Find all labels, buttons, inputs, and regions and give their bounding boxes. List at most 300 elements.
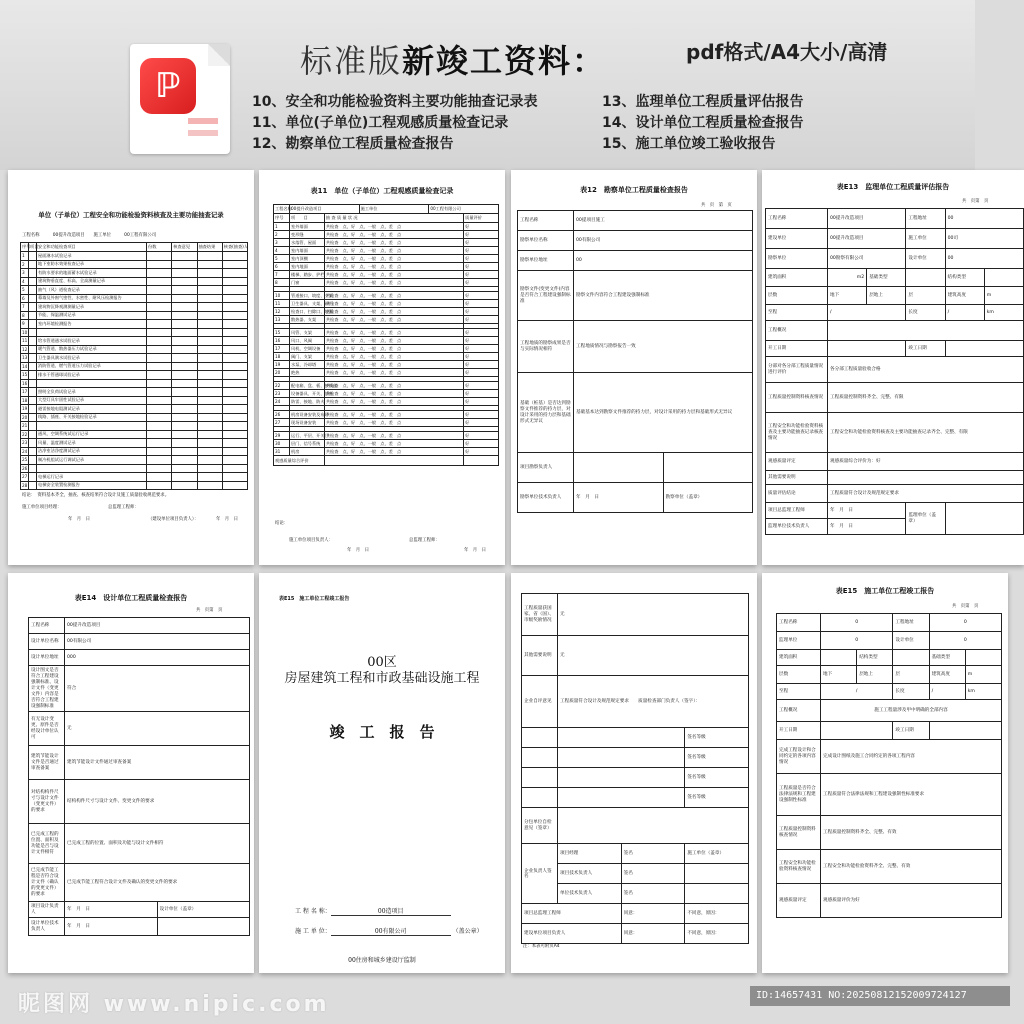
table-cell: 3: [21, 269, 29, 278]
table-cell: 项目技术负责人: [558, 864, 622, 884]
table-cell: 好: [464, 223, 499, 231]
table-row: [518, 373, 753, 453]
table-cell: [29, 286, 37, 295]
table-cell: 好: [464, 263, 499, 271]
table-cell: [522, 788, 558, 808]
table-cell: /: [828, 305, 906, 321]
table-cell: 建筑节能设计文件通过审查备案: [65, 746, 250, 780]
table-row: [522, 748, 749, 768]
table-cell: 序号: [21, 243, 29, 252]
table-cell: 好: [464, 316, 499, 324]
table-cell: 共检查 点，好 点，一般 点，差 点: [324, 361, 463, 369]
table-cell: 31: [274, 448, 290, 456]
table-cell: 工程安全和功能检验资料核查情况: [777, 850, 821, 884]
table-row: [29, 666, 250, 712]
table-cell: 至程: [766, 305, 828, 321]
table-cell: [29, 269, 37, 278]
table-cell: 有无设计变更、原件是否经设计单位认可: [29, 712, 65, 746]
table-row: [777, 884, 1002, 918]
table-cell: 共检查 点，好 点，一般 点，差 点: [324, 263, 463, 271]
table-row: [274, 432, 499, 440]
table-row: [766, 471, 1024, 485]
table-row: [274, 247, 499, 255]
table-cell: 观感质量评定: [766, 453, 828, 471]
table-cell: 项目勘察负责人: [518, 453, 574, 483]
date-label: 年 月 日: [464, 548, 486, 553]
table-cell: 室内墙面: [290, 247, 325, 255]
table-cell: [222, 269, 247, 278]
table-row: [21, 320, 248, 329]
table-row: [274, 231, 499, 239]
table-cell: [172, 286, 197, 295]
table-cell: [29, 439, 37, 448]
table-cell: [172, 481, 197, 490]
table-cell: 其他需要说明: [522, 636, 558, 676]
table-cell: 已完成工程的位置、面积及功能与设计文件相符: [65, 824, 250, 864]
table-cell: 共检查 点，好 点，一般 点，差 点: [324, 316, 463, 324]
item-list-entry: 14、设计单位工程质量检查报告: [602, 115, 804, 131]
table-row: [766, 229, 1024, 249]
table-cell: [29, 311, 37, 320]
sign-label: 总监理工程师：: [108, 505, 139, 510]
item-list-entry: 12、勘察单位工程质量检查报告: [252, 136, 454, 152]
table-cell: 共检查 点，好 点，一般 点，差 点: [324, 448, 463, 456]
table-cell: 抽 查 质 量 状 况: [324, 214, 463, 223]
table-cell: [172, 345, 197, 354]
table-cell: [324, 456, 463, 466]
table-cell: [222, 456, 247, 465]
table-cell: 风管、支架: [290, 329, 325, 337]
table-row: [777, 632, 1002, 650]
table-cell: 设备器具、开关、插座: [291, 390, 333, 396]
table-cell: 开工日期: [777, 722, 821, 740]
table-cell: /: [929, 684, 965, 700]
table-cell: 2: [274, 231, 290, 239]
table-cell: 洁净室洁净度测试记录: [37, 447, 147, 456]
table-cell: 项目经理: [558, 844, 622, 864]
table-cell: 工程地质的勘察成果是否与实际情况相符: [518, 321, 574, 373]
table-cell: [37, 379, 147, 388]
table-cell: 6: [21, 294, 29, 303]
table-cell: 室内顶棚: [290, 255, 325, 263]
table-cell: 工程质量是否符合法律法规和工程建设强制性标准: [777, 774, 821, 816]
table-row: [522, 808, 749, 844]
table-cell: 好: [464, 308, 499, 316]
table-cell: 层数: [766, 287, 828, 305]
table-cell: 1: [21, 252, 29, 261]
table-row: [522, 636, 749, 676]
table-cell: [197, 362, 222, 371]
table-cell: 签名: [621, 864, 685, 884]
table-cell: 水泵、冷却塔: [290, 361, 325, 369]
table-cell: 21: [22, 423, 28, 429]
table-cell: [147, 388, 172, 397]
table-cell: 签名等级: [685, 788, 749, 808]
table-cell: 好: [464, 411, 499, 419]
table-cell: [558, 728, 685, 748]
table-row: [274, 300, 499, 308]
table-cell: 观感质量评定: [777, 884, 821, 918]
table-cell: 工程名称: [777, 614, 821, 632]
table-cell: 好: [464, 432, 499, 440]
table-row: [766, 383, 1024, 413]
table-cell: [172, 439, 197, 448]
table-row: [518, 453, 753, 483]
table-cell: [222, 277, 247, 286]
table-row: [21, 439, 248, 448]
page-title: 标准版新竣工资料：: [300, 42, 607, 80]
table-cell: [984, 269, 1023, 287]
table-cell: 工程质量控制资料核查情况: [777, 816, 821, 850]
table-cell: [945, 503, 1023, 535]
table-cell: 勘察单位: [766, 249, 828, 269]
table-row: [766, 357, 1024, 383]
table-cell: /: [821, 684, 893, 700]
table-cell: [172, 328, 197, 337]
table-cell: 卫生器具、支架、阀门: [291, 300, 333, 306]
table-row: [777, 666, 1002, 684]
table-cell: [172, 303, 197, 312]
sign-label: 总监理工程师：: [409, 538, 440, 543]
table-cell: 共检查 点，好 点，一般 点，差 点: [324, 369, 463, 377]
table-cell: 工程概况: [777, 700, 821, 722]
table-row: [21, 243, 248, 252]
table-cell: [828, 341, 906, 357]
table-cell: 结构类型: [945, 269, 984, 287]
table-row: [274, 440, 499, 448]
table-cell: [222, 413, 247, 422]
table-cell: 基础基本达到勘察文件推荐的持力层，对设计采用的持力层和基础形式无异议: [574, 373, 753, 453]
table-row: [274, 353, 499, 361]
table-cell: [893, 650, 929, 666]
table-cell: 已完成节能工程是否符合设计文件（确认的变更文件）的要求: [29, 864, 65, 902]
table-cell: [172, 320, 197, 329]
watermark-logo: 昵图网 www.nipic.com: [18, 992, 330, 1017]
table-cell: [147, 320, 172, 329]
table-cell: 00提项目施工: [574, 211, 753, 231]
table-cell: 00: [945, 209, 1023, 229]
table-cell: 观感质量综合评价: [274, 456, 325, 466]
table-cell: [197, 354, 222, 363]
table-cell: [29, 481, 37, 490]
table-row: [21, 362, 248, 371]
table-cell: 共检查 点，好 点，一般 点，差 点: [324, 382, 463, 390]
table-cell: 12: [22, 346, 28, 352]
table-cell: 共检查 点，好 点，一般 点，差 点: [324, 337, 463, 345]
table-cell: [197, 422, 222, 431]
table-cell: 好: [464, 300, 499, 308]
table-cell: [147, 464, 172, 473]
table-row: [777, 700, 1002, 722]
table-row: [21, 277, 248, 286]
table-row: [766, 485, 1024, 503]
table-cell: 年 月 日: [574, 483, 664, 513]
table-cell: 共检查 点，好 点，一般 点，差 点: [324, 271, 463, 279]
table-cell: [147, 371, 172, 380]
table-row: [766, 413, 1024, 453]
sign-label: （建设单位项目负责人）：: [148, 517, 199, 522]
table-cell: 签名等级: [685, 728, 749, 748]
table-row: [21, 413, 248, 422]
table-cell: 机房设备安装及布局: [291, 411, 329, 417]
table-cell: 1: [274, 223, 290, 231]
table-cell: 2: [21, 260, 29, 269]
table-row: [274, 382, 499, 390]
doc-title: 表E13 监理单位工程质量评估报告: [836, 183, 950, 191]
doc-table: [776, 613, 1002, 918]
table-row: [274, 279, 499, 287]
table-row: [274, 271, 499, 279]
table-cell: m: [984, 287, 1023, 305]
table-cell: 共检查 点，好 点，一般 点，差 点: [324, 432, 463, 440]
table-row: [274, 411, 499, 419]
table-row: [274, 390, 499, 398]
page-counter: 共 页第 页: [196, 608, 223, 613]
table-cell: 设计单位地址: [29, 650, 65, 666]
table-cell: 共检查 点，好 点，一般 点，差 点: [324, 231, 463, 239]
table-cell: [197, 371, 222, 380]
table-cell: 22: [274, 382, 290, 390]
page-counter: 共 页第 页: [962, 199, 989, 204]
table-cell: 设计图文是否符合工程建设强制标准、设计文件（变更文件）内容是否符合工程建设强制标准: [29, 666, 65, 712]
doc-survey-unit-report: [511, 170, 757, 565]
table-cell: [29, 345, 37, 354]
table-cell: 监理单位（盖章）: [906, 503, 945, 535]
table-cell: [147, 396, 172, 405]
table-cell: 0: [929, 632, 1001, 650]
table-cell: 共检查 点，好 点，一般 点，差 点: [324, 398, 463, 406]
table-cell: 避雷接地电阻测试记录: [37, 405, 147, 414]
table-cell: 设计单位（盖章）: [157, 902, 250, 918]
date-label: 年 月 日: [347, 548, 369, 553]
table-cell: 层: [906, 287, 945, 305]
table-cell: 不同意，原因：: [685, 904, 749, 924]
table-cell: 共检查 点，好 点，一般 点，差 点: [324, 353, 463, 361]
table-row: [29, 780, 250, 824]
table-cell: 室内环境检测报告: [37, 320, 147, 329]
table-cell: 5: [274, 255, 290, 263]
table-cell: 设计单位: [906, 249, 945, 269]
table-cell: [29, 277, 37, 286]
table-cell: 现场设备安装: [290, 419, 325, 427]
table-cell: [172, 294, 197, 303]
table-cell: 暖气管道、散热器压力试验记录: [37, 345, 147, 354]
table-row: [21, 354, 248, 363]
table-cell: 地下: [828, 287, 867, 305]
table-cell: 已完成工程的位置、面积及功能是否与设计文件相符: [29, 824, 65, 864]
table-row: [274, 239, 499, 247]
table-row: [29, 918, 250, 936]
table-cell: [147, 413, 172, 422]
table-cell: [222, 252, 247, 261]
table-cell: 24: [274, 398, 290, 406]
table-cell: [663, 453, 753, 483]
item-list-entry: 11、单位(子单位)工程观感质量检查记录: [252, 115, 509, 131]
table-cell: [197, 260, 222, 269]
table-cell: 好: [464, 247, 499, 255]
doc-note: 注：本表可附页A4: [523, 944, 560, 949]
table-cell: 长度: [906, 305, 945, 321]
table-cell: 设计单位: [893, 632, 929, 650]
table-cell: [558, 748, 685, 768]
table-cell: 好: [464, 398, 499, 406]
table-cell: [147, 311, 172, 320]
table-row: [274, 263, 499, 271]
table-cell: [197, 303, 222, 312]
table-cell: [29, 388, 37, 397]
table-cell: [29, 354, 37, 363]
table-cell: 无: [65, 712, 250, 746]
table-cell: 工程名称: [29, 618, 65, 634]
table-cell: [172, 379, 197, 388]
table-cell: [172, 354, 197, 363]
table-cell: [29, 447, 37, 456]
table-cell: 14: [22, 363, 28, 369]
table-cell: 工程名称: [518, 211, 574, 231]
table-row: [518, 251, 753, 271]
table-cell: [29, 473, 37, 482]
table-cell: [197, 269, 222, 278]
table-cell: 26: [274, 411, 290, 419]
table-cell: [29, 464, 37, 473]
table-cell: 建筑节能设计文件是否通过审查备案: [29, 746, 65, 780]
table-cell: 不同意，原因：: [685, 924, 749, 944]
table-cell: 观感质量评价为好: [821, 884, 1002, 918]
table-cell: 00提升改造项目: [65, 618, 250, 634]
doc-title: 表E15 施工单位工程竣工报告: [835, 587, 935, 595]
table-cell: 工程质量符合设计及规范规定要求 质量检查部门负责人（签字）：: [558, 676, 749, 728]
table-cell: 27: [22, 474, 28, 480]
table-cell: 设计单位名称: [29, 634, 65, 650]
table-cell: [172, 311, 197, 320]
table-cell: 年 月 日: [828, 503, 906, 519]
table-row: [21, 252, 248, 261]
table-cell: 00: [574, 251, 753, 271]
cover-footer: 00住房和城乡建设厅监制: [348, 957, 416, 964]
table-cell: 22: [22, 431, 28, 437]
table-row: [21, 303, 248, 312]
table-cell: [222, 311, 247, 320]
table-row: [766, 503, 1024, 519]
table-cell: 完成设计图纸及施工合同约定的各项工程内容: [821, 740, 1002, 774]
table-cell: 核查意见: [172, 243, 197, 252]
table-cell: 00司: [945, 229, 1023, 249]
table-cell: 抽气（风）道检查记录: [37, 286, 147, 295]
table-cell: 节能、保温测试记录: [37, 311, 147, 320]
table-row: [274, 398, 499, 406]
table-cell: [906, 269, 945, 287]
table-cell: 19: [274, 361, 290, 369]
table-row: [21, 430, 248, 439]
table-row: [21, 328, 248, 337]
table-cell: [172, 388, 197, 397]
table-cell: [147, 481, 172, 490]
table-cell: 观感质量综合评价为：好: [828, 453, 1024, 471]
table-cell: 共检查 点，好 点，一般 点，差 点: [324, 247, 463, 255]
doc-safety-function-check: [8, 170, 254, 565]
table-cell: 长度: [893, 684, 929, 700]
table-cell: 序号: [274, 214, 290, 223]
doc-conclusion: 结论： 资料基本齐全，抽查、核查结果符合设计及施工质量验收规范要求。: [22, 493, 170, 498]
table-row: [29, 634, 250, 650]
table-cell: 工程安全和功能检验资料核查及主要功能抽查记录核查情况: [766, 413, 828, 453]
doc-completion-opinions: [511, 573, 757, 973]
table-cell: 4: [274, 247, 290, 255]
table-cell: 同意：: [621, 924, 685, 944]
table-cell: [147, 379, 172, 388]
table-cell: 施工单位: [359, 205, 429, 214]
table-cell: 建设单位项目负责人: [522, 924, 622, 944]
table-cell: [172, 422, 197, 431]
table-cell: 共检查 点，好 点，一般 点，差 点: [324, 419, 463, 427]
table-cell: 好: [464, 231, 499, 239]
table-cell: 幕墙及外窗气密性、水密性、耐风压检测报告: [37, 294, 147, 303]
table-cell: /: [945, 305, 984, 321]
table-row: [21, 447, 248, 456]
table-row: [21, 481, 248, 490]
table-cell: 勘察单位地址: [518, 251, 574, 271]
table-cell: 4: [21, 277, 29, 286]
table-cell: [172, 464, 197, 473]
table-cell: 项目总监理工程师: [522, 904, 622, 924]
table-row: [777, 774, 1002, 816]
table-cell: 结构类型: [857, 650, 893, 666]
table-cell: [222, 405, 247, 414]
table-cell: [37, 422, 147, 431]
table-cell: 给水管道通水试验记录: [37, 337, 147, 346]
table-cell: 7: [21, 303, 29, 312]
doc-table: [20, 242, 248, 490]
table-cell: 楼梯、踏步、护栏: [291, 271, 325, 277]
table-cell: 好: [464, 361, 499, 369]
date-label: 年 月 日: [216, 517, 238, 522]
table-cell: [222, 388, 247, 397]
table-cell: 结构构件尺寸与设计文件、变更文件的要求: [65, 780, 250, 824]
page-counter: 共 页第 页: [952, 604, 979, 609]
table-row: [21, 422, 248, 431]
table-cell: 好: [464, 390, 499, 398]
table-cell: 勘察单位名称: [518, 231, 574, 251]
table-cell: 工程地质情况与勘察报告一致: [574, 321, 753, 373]
table-cell: [222, 303, 247, 312]
table-cell: m: [965, 666, 1001, 684]
table-row: [518, 211, 753, 231]
table-cell: [222, 328, 247, 337]
table-cell: 26: [22, 465, 28, 471]
table-row: [21, 337, 248, 346]
table-row: [21, 286, 248, 295]
doc-meta: 工程名称 00提升改造项目 施工单位 00工程有限公司: [22, 233, 157, 238]
table-cell: [147, 473, 172, 482]
table-cell: [172, 447, 197, 456]
header-banner: [0, 0, 975, 170]
table-cell: 17: [274, 345, 290, 353]
table-cell: 10: [22, 329, 28, 335]
table-cell: 好: [464, 419, 499, 427]
table-cell: 8: [21, 311, 29, 320]
table-cell: [828, 471, 1024, 485]
cover-project-name: 工 程 名 称： 00造项目: [295, 906, 451, 916]
table-cell: 质量评估结论: [766, 485, 828, 503]
table-cell: 25: [22, 457, 28, 463]
table-cell: 施工单位（盖章）: [685, 844, 749, 864]
table-cell: 好: [464, 292, 499, 300]
table-cell: 24: [22, 448, 28, 454]
table-row: [766, 249, 1024, 269]
table-row: [29, 712, 250, 746]
table-cell: 00有限公司: [574, 231, 753, 251]
table-row: [29, 746, 250, 780]
